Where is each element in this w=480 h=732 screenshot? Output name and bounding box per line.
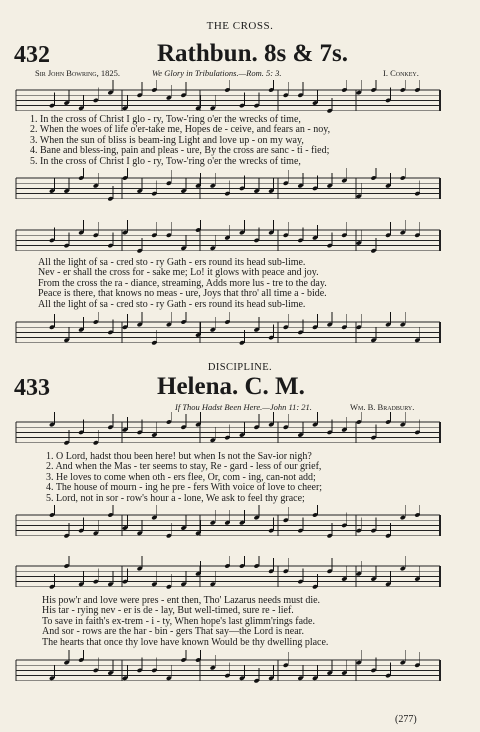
running-head: THE CROSS. <box>206 20 274 32</box>
music-staff-treble <box>14 412 444 456</box>
music-staff-bass <box>14 505 444 549</box>
scripture-432: We Glory in Tribulations.—Rom. 5: 3. <box>152 68 282 78</box>
page-number: (277) <box>395 714 417 725</box>
hymn-number-433: 433 <box>14 375 50 401</box>
tune-title-433: Helena. C. M. <box>157 373 305 400</box>
author-432: Sir John Bowring, 1825. <box>35 68 120 78</box>
scripture-433: If Thou Hadst Been Here.—John 11: 21. <box>175 402 312 412</box>
lyrics-432-a: 1. In the cross of Christ I glo - ry, Tow-'ring o'er the wrecks of time, 2. When the woes of life o'er-take me, Hopes de - ceive, and fears an - noy, 3. When the sun of bliss is beam-ing Light and love up - on my way, 4. Bane and bless-ing, pain and pleas - ure, By the cross are sanc - ti - fied; 5. In the cross of Christ I glo - ry, Tow-'ring o'er the wrecks of time, <box>30 114 331 167</box>
lyrics-432-b: All the light of sa - cred sto - ry Gath - ers round its head sub-lime. Nev - er shall the cross for - sake me; Lo! it glows with peace and joy. From the cross the ra - diance, streaming, Adds more lus - tre to the day. Peace is there, that knows no meas - ure, Joys that thro' all time a - bide. All the light of sa - cred sto - ry Gath - ers round its head sub-lime. <box>38 257 327 310</box>
composer-432: I. Conkey. <box>383 68 419 78</box>
music-staff-bass <box>14 168 444 212</box>
composer-433: Wm. B. Bradbury. <box>350 402 415 412</box>
music-staff-bass <box>14 312 444 356</box>
hymn-number-432: 432 <box>14 42 50 68</box>
tune-title-432: Rathbun. 8s & 7s. <box>157 40 349 67</box>
lyrics-433-a: 1. O Lord, hadst thou been here! but when Is not the Sav-ior nigh? 2. And when the Mas - ter seems to stay, Re - gard - less of our grief, 3. He loves to come when oth - ers flee, Or, com - ing, can-not add; 4. The house of mourn - ing he pre - fers With voice of love to cheer; 5. Lord, not in sor - row's hour a - lone, We ask to feel thy grace; <box>46 451 323 504</box>
music-staff-treble <box>14 556 444 600</box>
lyrics-433-b: His pow'r and love were pres - ent then, Tho' Lazarus needs must die. His tar - rying nev - er is de - lay, But well-timed, sure re - lief. To save in faith's ex-trem - i - ty, When hope's last glimm'rings fade. And sor - rows are the har - bin - gers That say—the Lord is near. The hearts that once thy love have known Would be thy dwelling place. <box>42 595 329 648</box>
section-heading: DISCIPLINE. <box>207 362 273 373</box>
music-staff-bass <box>14 650 444 694</box>
